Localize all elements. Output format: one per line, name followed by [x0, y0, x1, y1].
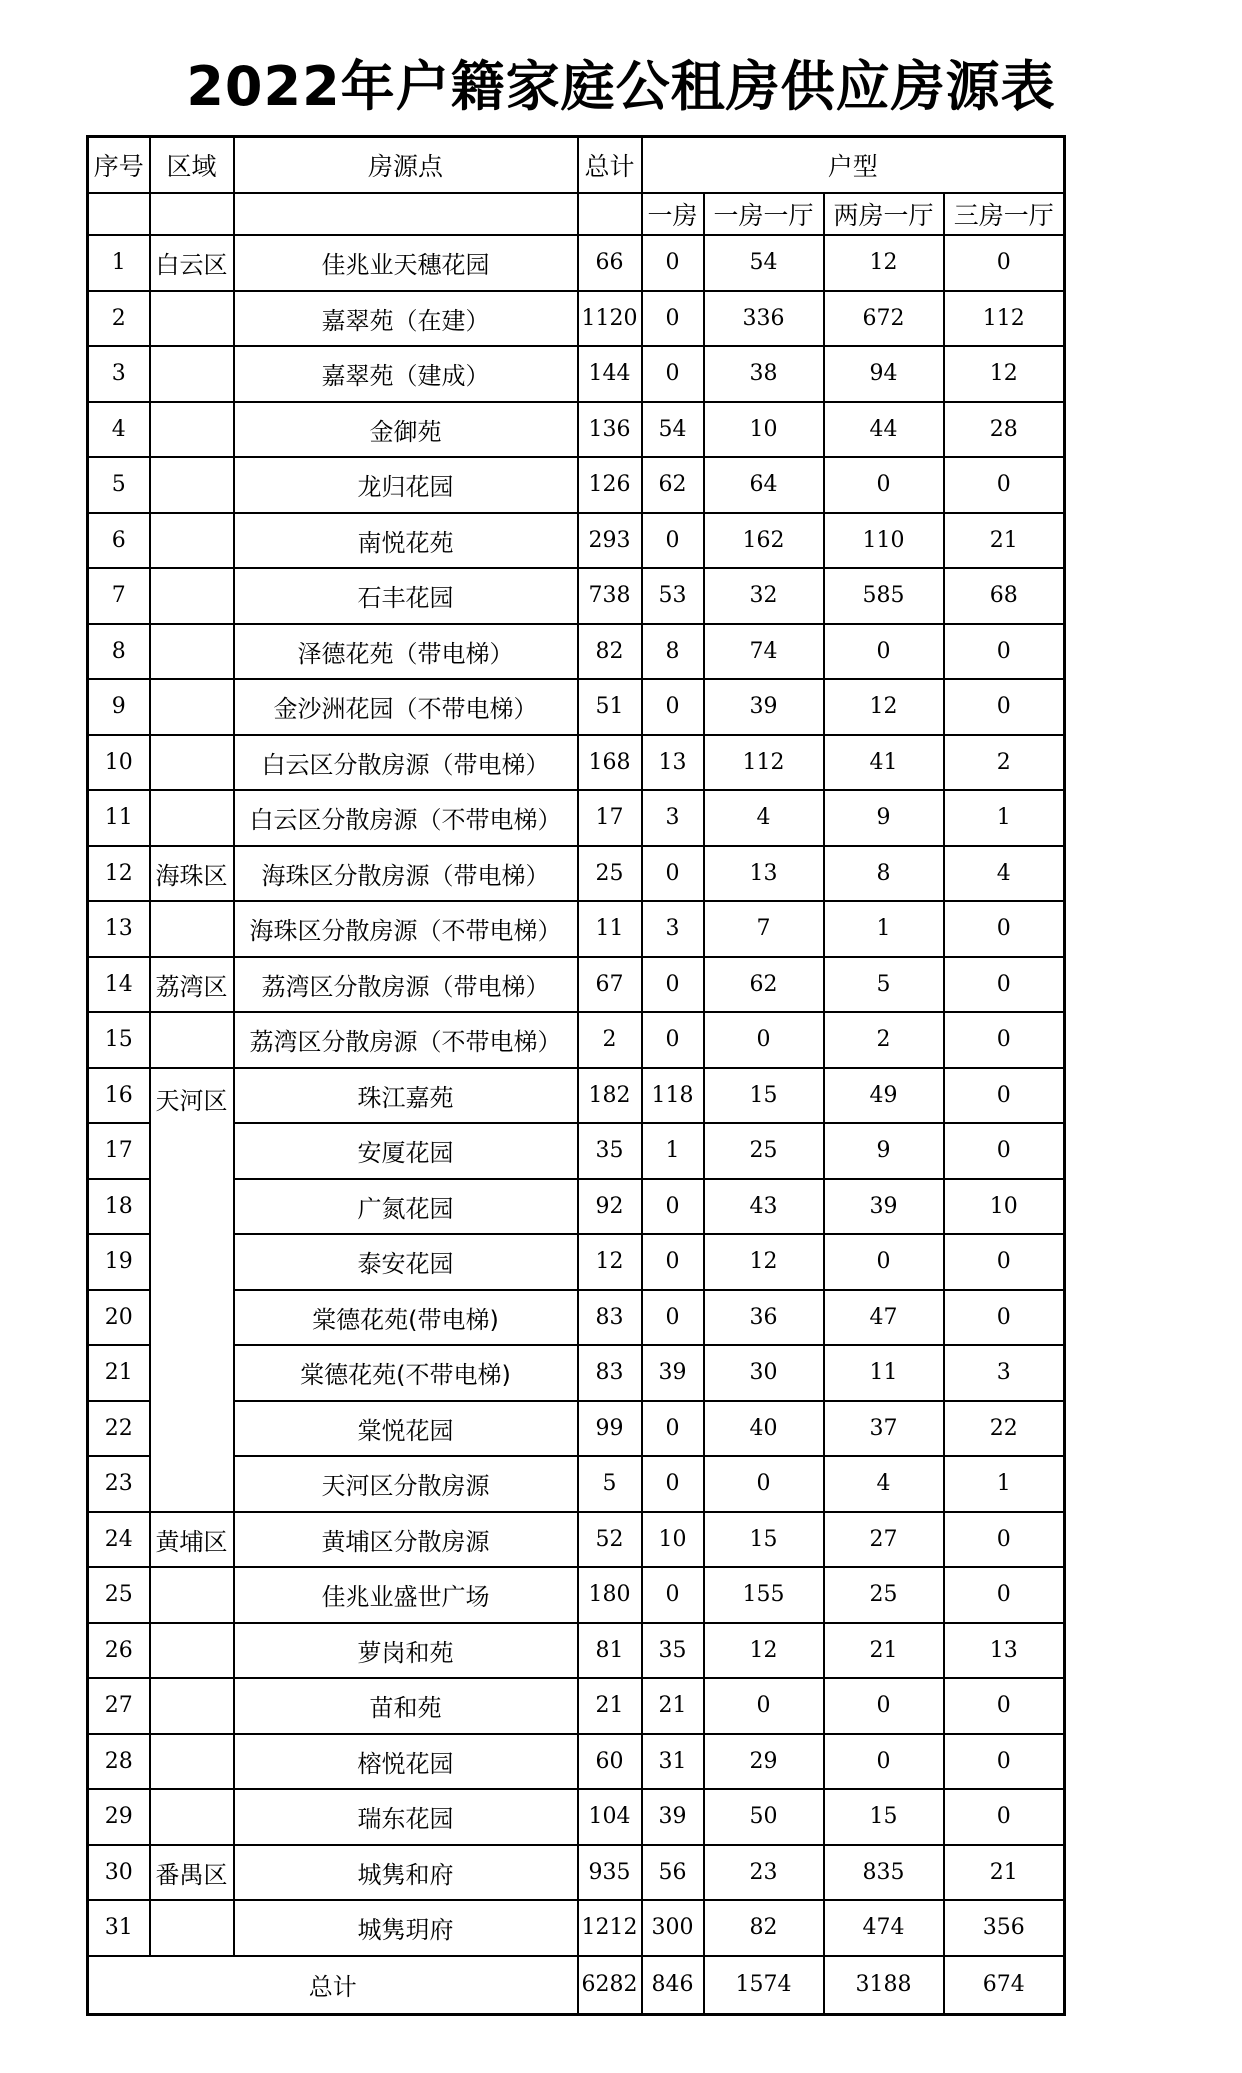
one-room-cell: 56 — [642, 1845, 704, 1901]
one-room-one-hall-cell: 10 — [704, 402, 824, 458]
district-cell: 荔湾区 — [150, 957, 234, 1013]
table-row — [88, 1345, 1065, 1401]
table-row — [88, 957, 1065, 1013]
district-cell — [150, 1012, 234, 1068]
total-cell: 67 — [578, 957, 642, 1013]
total-cell: 935 — [578, 1845, 642, 1901]
one-room-one-hall-cell: 0 — [704, 1456, 824, 1512]
two-rooms-one-hall-cell: 0 — [824, 1678, 944, 1734]
seq-cell: 11 — [88, 790, 150, 846]
site-cell: 南悦花苑 — [234, 513, 578, 569]
three-rooms-one-hall-cell: 68 — [944, 568, 1065, 624]
two-rooms-one-hall-cell: 8 — [824, 846, 944, 902]
one-room-cell: 3 — [642, 901, 704, 957]
three-rooms-one-hall-cell: 0 — [944, 1123, 1065, 1179]
total-two-rooms-one-hall-cell: 3188 — [824, 1956, 944, 2015]
three-rooms-one-hall-cell: 0 — [944, 1678, 1065, 1734]
site-cell: 城隽玥府 — [234, 1900, 578, 1956]
subheader-blank — [578, 193, 642, 235]
total-cell: 92 — [578, 1179, 642, 1235]
page-title: 2022年户籍家庭公租房供应房源表 — [186, 55, 1056, 118]
total-cell: 144 — [578, 346, 642, 402]
site-cell: 嘉翠苑（在建） — [234, 291, 578, 347]
three-rooms-one-hall-cell: 0 — [944, 1789, 1065, 1845]
table-row — [88, 679, 1065, 735]
seq-cell: 26 — [88, 1623, 150, 1679]
housing-supply-table — [86, 135, 1066, 2016]
two-rooms-one-hall-cell: 9 — [824, 790, 944, 846]
seq-cell: 23 — [88, 1456, 150, 1512]
table-row — [88, 1012, 1065, 1068]
two-rooms-one-hall-cell: 4 — [824, 1456, 944, 1512]
three-rooms-one-hall-cell: 22 — [944, 1401, 1065, 1457]
one-room-cell: 0 — [642, 513, 704, 569]
total-cell: 83 — [578, 1290, 642, 1346]
site-cell: 佳兆业天穗花园 — [234, 235, 578, 291]
three-rooms-one-hall-cell: 0 — [944, 235, 1065, 291]
header-unit-type: 户型 — [642, 137, 1065, 194]
site-cell: 泰安花园 — [234, 1234, 578, 1290]
one-room-cell: 62 — [642, 457, 704, 513]
subheader-blank — [234, 193, 578, 235]
table-row — [88, 901, 1065, 957]
site-cell: 黄埔区分散房源 — [234, 1512, 578, 1568]
three-rooms-one-hall-cell: 112 — [944, 291, 1065, 347]
one-room-one-hall-cell: 0 — [704, 1012, 824, 1068]
table-row — [88, 1290, 1065, 1346]
one-room-cell: 0 — [642, 1290, 704, 1346]
one-room-one-hall-cell: 30 — [704, 1345, 824, 1401]
three-rooms-one-hall-cell: 0 — [944, 679, 1065, 735]
site-cell: 石丰花园 — [234, 568, 578, 624]
one-room-one-hall-cell: 40 — [704, 1401, 824, 1457]
subheader-row — [88, 193, 1065, 235]
table-row — [88, 1567, 1065, 1623]
total-cell: 168 — [578, 735, 642, 791]
two-rooms-one-hall-cell: 0 — [824, 1734, 944, 1790]
table-row — [88, 624, 1065, 680]
seq-cell: 9 — [88, 679, 150, 735]
one-room-one-hall-cell: 162 — [704, 513, 824, 569]
one-room-cell: 0 — [642, 957, 704, 1013]
table-row — [88, 1179, 1065, 1235]
total-cell: 51 — [578, 679, 642, 735]
header-two-rooms-one-hall: 两房一厅 — [824, 193, 944, 235]
total-cell: 12 — [578, 1234, 642, 1290]
site-cell: 城隽和府 — [234, 1845, 578, 1901]
one-room-one-hall-cell: 74 — [704, 624, 824, 680]
total-cell: 25 — [578, 846, 642, 902]
subheader-blank — [150, 193, 234, 235]
total-label: 总计 — [88, 1956, 578, 2015]
seq-cell: 16 — [88, 1068, 150, 1124]
header-one-room: 一房 — [642, 193, 704, 235]
district-cell — [150, 735, 234, 791]
three-rooms-one-hall-cell: 28 — [944, 402, 1065, 458]
site-cell: 龙归花园 — [234, 457, 578, 513]
seq-cell: 25 — [88, 1567, 150, 1623]
one-room-cell: 35 — [642, 1623, 704, 1679]
district-cell: 海珠区 — [150, 846, 234, 902]
total-cell: 136 — [578, 402, 642, 458]
two-rooms-one-hall-cell: 835 — [824, 1845, 944, 1901]
seq-cell: 2 — [88, 291, 150, 347]
two-rooms-one-hall-cell: 15 — [824, 1789, 944, 1845]
district-cell — [150, 291, 234, 347]
seq-cell: 15 — [88, 1012, 150, 1068]
two-rooms-one-hall-cell: 39 — [824, 1179, 944, 1235]
total-cell: 293 — [578, 513, 642, 569]
header-one-room-one-hall: 一房一厅 — [704, 193, 824, 235]
one-room-cell: 0 — [642, 679, 704, 735]
one-room-one-hall-cell: 12 — [704, 1234, 824, 1290]
three-rooms-one-hall-cell: 0 — [944, 1290, 1065, 1346]
table-row — [88, 513, 1065, 569]
one-room-one-hall-cell: 15 — [704, 1512, 824, 1568]
two-rooms-one-hall-cell: 27 — [824, 1512, 944, 1568]
site-cell: 荔湾区分散房源（带电梯） — [234, 957, 578, 1013]
header-row — [88, 137, 1065, 194]
site-cell: 珠江嘉苑 — [234, 1068, 578, 1124]
district-cell — [150, 1900, 234, 1956]
three-rooms-one-hall-cell: 356 — [944, 1900, 1065, 1956]
seq-cell: 31 — [88, 1900, 150, 1956]
one-room-one-hall-cell: 29 — [704, 1734, 824, 1790]
three-rooms-one-hall-cell: 3 — [944, 1345, 1065, 1401]
two-rooms-one-hall-cell: 37 — [824, 1401, 944, 1457]
seq-cell: 29 — [88, 1789, 150, 1845]
one-room-cell: 10 — [642, 1512, 704, 1568]
total-cell: 1120 — [578, 291, 642, 347]
one-room-one-hall-cell: 36 — [704, 1290, 824, 1346]
total-cell: 83 — [578, 1345, 642, 1401]
site-cell: 海珠区分散房源（带电梯） — [234, 846, 578, 902]
seq-cell: 19 — [88, 1234, 150, 1290]
seq-cell: 1 — [88, 235, 150, 291]
district-cell — [150, 624, 234, 680]
district-cell — [150, 1789, 234, 1845]
header-seq: 序号 — [88, 137, 150, 194]
total-row — [88, 1956, 1065, 2015]
one-room-one-hall-cell: 50 — [704, 1789, 824, 1845]
district-cell — [150, 568, 234, 624]
table-row — [88, 457, 1065, 513]
one-room-one-hall-cell: 4 — [704, 790, 824, 846]
two-rooms-one-hall-cell: 25 — [824, 1567, 944, 1623]
total-cell: 66 — [578, 235, 642, 291]
one-room-one-hall-cell: 43 — [704, 1179, 824, 1235]
two-rooms-one-hall-cell: 21 — [824, 1623, 944, 1679]
table-row — [88, 235, 1065, 291]
two-rooms-one-hall-cell: 9 — [824, 1123, 944, 1179]
site-cell: 棠悦花园 — [234, 1401, 578, 1457]
one-room-cell: 13 — [642, 735, 704, 791]
total-cell: 82 — [578, 624, 642, 680]
table-row — [88, 1401, 1065, 1457]
two-rooms-one-hall-cell: 49 — [824, 1068, 944, 1124]
two-rooms-one-hall-cell: 672 — [824, 291, 944, 347]
total-one-room-one-hall-cell: 1574 — [704, 1956, 824, 2015]
one-room-one-hall-cell: 25 — [704, 1123, 824, 1179]
two-rooms-one-hall-cell: 0 — [824, 1234, 944, 1290]
two-rooms-one-hall-cell: 12 — [824, 235, 944, 291]
table-row — [88, 568, 1065, 624]
seq-cell: 17 — [88, 1123, 150, 1179]
site-cell: 萝岗和苑 — [234, 1623, 578, 1679]
seq-cell: 8 — [88, 624, 150, 680]
seq-cell: 27 — [88, 1678, 150, 1734]
two-rooms-one-hall-cell: 41 — [824, 735, 944, 791]
site-cell: 荔湾区分散房源（不带电梯） — [234, 1012, 578, 1068]
seq-cell: 20 — [88, 1290, 150, 1346]
three-rooms-one-hall-cell: 2 — [944, 735, 1065, 791]
two-rooms-one-hall-cell: 5 — [824, 957, 944, 1013]
one-room-one-hall-cell: 23 — [704, 1845, 824, 1901]
two-rooms-one-hall-cell: 11 — [824, 1345, 944, 1401]
site-cell: 天河区分散房源 — [234, 1456, 578, 1512]
district-cell — [150, 1678, 234, 1734]
total-cell: 52 — [578, 1512, 642, 1568]
two-rooms-one-hall-cell: 47 — [824, 1290, 944, 1346]
one-room-cell: 0 — [642, 346, 704, 402]
total-cell: 35 — [578, 1123, 642, 1179]
site-cell: 瑞东花园 — [234, 1789, 578, 1845]
seq-cell: 3 — [88, 346, 150, 402]
site-cell: 海珠区分散房源（不带电梯） — [234, 901, 578, 957]
two-rooms-one-hall-cell: 2 — [824, 1012, 944, 1068]
seq-cell: 24 — [88, 1512, 150, 1568]
district-cell: 白云区 — [150, 235, 234, 291]
three-rooms-one-hall-cell: 0 — [944, 624, 1065, 680]
table-row — [88, 346, 1065, 402]
one-room-cell: 0 — [642, 1567, 704, 1623]
grand-total-cell: 6282 — [578, 1956, 642, 2015]
three-rooms-one-hall-cell: 21 — [944, 513, 1065, 569]
district-cell — [150, 679, 234, 735]
subheader-blank — [88, 193, 150, 235]
three-rooms-one-hall-cell: 0 — [944, 1234, 1065, 1290]
one-room-cell: 0 — [642, 235, 704, 291]
site-cell: 苗和苑 — [234, 1678, 578, 1734]
one-room-cell: 0 — [642, 846, 704, 902]
total-cell: 17 — [578, 790, 642, 846]
three-rooms-one-hall-cell: 21 — [944, 1845, 1065, 1901]
seq-cell: 22 — [88, 1401, 150, 1457]
total-cell: 21 — [578, 1678, 642, 1734]
one-room-cell: 118 — [642, 1068, 704, 1124]
seq-cell: 13 — [88, 901, 150, 957]
header-site: 房源点 — [234, 137, 578, 194]
one-room-one-hall-cell: 64 — [704, 457, 824, 513]
site-cell: 棠德花苑(带电梯) — [234, 1290, 578, 1346]
one-room-one-hall-cell: 38 — [704, 346, 824, 402]
district-cell — [150, 1567, 234, 1623]
total-cell: 182 — [578, 1068, 642, 1124]
header-district: 区域 — [150, 137, 234, 194]
table-row — [88, 1123, 1065, 1179]
one-room-cell: 31 — [642, 1734, 704, 1790]
two-rooms-one-hall-cell: 0 — [824, 624, 944, 680]
total-cell: 738 — [578, 568, 642, 624]
one-room-cell: 300 — [642, 1900, 704, 1956]
total-cell: 180 — [578, 1567, 642, 1623]
three-rooms-one-hall-cell: 10 — [944, 1179, 1065, 1235]
site-cell: 金御苑 — [234, 402, 578, 458]
total-cell: 99 — [578, 1401, 642, 1457]
table-row — [88, 1068, 1065, 1124]
one-room-cell: 0 — [642, 1012, 704, 1068]
two-rooms-one-hall-cell: 12 — [824, 679, 944, 735]
one-room-one-hall-cell: 62 — [704, 957, 824, 1013]
one-room-cell: 39 — [642, 1345, 704, 1401]
one-room-cell: 8 — [642, 624, 704, 680]
site-cell: 棠德花苑(不带电梯) — [234, 1345, 578, 1401]
one-room-one-hall-cell: 13 — [704, 846, 824, 902]
one-room-cell: 0 — [642, 1456, 704, 1512]
site-cell: 白云区分散房源（不带电梯） — [234, 790, 578, 846]
one-room-one-hall-cell: 32 — [704, 568, 824, 624]
one-room-one-hall-cell: 0 — [704, 1678, 824, 1734]
table-row — [88, 291, 1065, 347]
seq-cell: 10 — [88, 735, 150, 791]
site-cell: 榕悦花园 — [234, 1734, 578, 1790]
header-three-rooms-one-hall: 三房一厅 — [944, 193, 1065, 235]
district-cell: 天河区 — [150, 1068, 234, 1512]
total-cell: 11 — [578, 901, 642, 957]
seq-cell: 30 — [88, 1845, 150, 1901]
table-row — [88, 1678, 1065, 1734]
district-cell — [150, 790, 234, 846]
one-room-cell: 0 — [642, 291, 704, 347]
table-row — [88, 1456, 1065, 1512]
district-cell — [150, 346, 234, 402]
one-room-one-hall-cell: 7 — [704, 901, 824, 957]
district-cell — [150, 1623, 234, 1679]
one-room-one-hall-cell: 15 — [704, 1068, 824, 1124]
three-rooms-one-hall-cell: 0 — [944, 1012, 1065, 1068]
table-row — [88, 1845, 1065, 1901]
three-rooms-one-hall-cell: 1 — [944, 790, 1065, 846]
total-cell: 5 — [578, 1456, 642, 1512]
seq-cell: 7 — [88, 568, 150, 624]
one-room-one-hall-cell: 39 — [704, 679, 824, 735]
district-cell: 番禺区 — [150, 1845, 234, 1901]
three-rooms-one-hall-cell: 0 — [944, 901, 1065, 957]
three-rooms-one-hall-cell: 0 — [944, 1068, 1065, 1124]
two-rooms-one-hall-cell: 1 — [824, 901, 944, 957]
one-room-one-hall-cell: 54 — [704, 235, 824, 291]
district-cell — [150, 457, 234, 513]
two-rooms-one-hall-cell: 0 — [824, 457, 944, 513]
one-room-one-hall-cell: 82 — [704, 1900, 824, 1956]
district-cell — [150, 402, 234, 458]
header-total: 总计 — [578, 137, 642, 194]
total-cell: 1212 — [578, 1900, 642, 1956]
seq-cell: 21 — [88, 1345, 150, 1401]
total-three-rooms-one-hall-cell: 674 — [944, 1956, 1065, 2015]
three-rooms-one-hall-cell: 0 — [944, 1512, 1065, 1568]
one-room-cell: 0 — [642, 1401, 704, 1457]
table-row — [88, 790, 1065, 846]
three-rooms-one-hall-cell: 4 — [944, 846, 1065, 902]
district-cell — [150, 1734, 234, 1790]
table-row — [88, 1512, 1065, 1568]
one-room-cell: 0 — [642, 1234, 704, 1290]
table-row — [88, 1234, 1065, 1290]
table-row — [88, 1734, 1065, 1790]
three-rooms-one-hall-cell: 13 — [944, 1623, 1065, 1679]
one-room-cell: 39 — [642, 1789, 704, 1845]
one-room-cell: 0 — [642, 1179, 704, 1235]
table-row — [88, 735, 1065, 791]
total-cell: 104 — [578, 1789, 642, 1845]
seq-cell: 6 — [88, 513, 150, 569]
total-cell: 2 — [578, 1012, 642, 1068]
seq-cell: 14 — [88, 957, 150, 1013]
one-room-cell: 54 — [642, 402, 704, 458]
three-rooms-one-hall-cell: 12 — [944, 346, 1065, 402]
site-cell: 金沙洲花园（不带电梯） — [234, 679, 578, 735]
three-rooms-one-hall-cell: 0 — [944, 1734, 1065, 1790]
site-cell: 泽德花苑（带电梯） — [234, 624, 578, 680]
two-rooms-one-hall-cell: 94 — [824, 346, 944, 402]
one-room-one-hall-cell: 336 — [704, 291, 824, 347]
one-room-cell: 1 — [642, 1123, 704, 1179]
district-cell — [150, 901, 234, 957]
three-rooms-one-hall-cell: 1 — [944, 1456, 1065, 1512]
seq-cell: 12 — [88, 846, 150, 902]
district-cell — [150, 513, 234, 569]
table-row — [88, 1623, 1065, 1679]
total-one-room-cell: 846 — [642, 1956, 704, 2015]
site-cell: 白云区分散房源（带电梯） — [234, 735, 578, 791]
one-room-cell: 21 — [642, 1678, 704, 1734]
one-room-one-hall-cell: 12 — [704, 1623, 824, 1679]
seq-cell: 4 — [88, 402, 150, 458]
one-room-cell: 53 — [642, 568, 704, 624]
three-rooms-one-hall-cell: 0 — [944, 1567, 1065, 1623]
site-cell: 佳兆业盛世广场 — [234, 1567, 578, 1623]
table-row — [88, 846, 1065, 902]
table-row — [88, 402, 1065, 458]
two-rooms-one-hall-cell: 474 — [824, 1900, 944, 1956]
three-rooms-one-hall-cell: 0 — [944, 457, 1065, 513]
one-room-one-hall-cell: 112 — [704, 735, 824, 791]
seq-cell: 18 — [88, 1179, 150, 1235]
two-rooms-one-hall-cell: 110 — [824, 513, 944, 569]
site-cell: 广氮花园 — [234, 1179, 578, 1235]
total-cell: 81 — [578, 1623, 642, 1679]
two-rooms-one-hall-cell: 44 — [824, 402, 944, 458]
table-row — [88, 1900, 1065, 1956]
district-cell: 黄埔区 — [150, 1512, 234, 1568]
table-row — [88, 1789, 1065, 1845]
total-cell: 126 — [578, 457, 642, 513]
site-cell: 安厦花园 — [234, 1123, 578, 1179]
total-cell: 60 — [578, 1734, 642, 1790]
three-rooms-one-hall-cell: 0 — [944, 957, 1065, 1013]
one-room-one-hall-cell: 155 — [704, 1567, 824, 1623]
two-rooms-one-hall-cell: 585 — [824, 568, 944, 624]
one-room-cell: 3 — [642, 790, 704, 846]
seq-cell: 28 — [88, 1734, 150, 1790]
site-cell: 嘉翠苑（建成） — [234, 346, 578, 402]
seq-cell: 5 — [88, 457, 150, 513]
